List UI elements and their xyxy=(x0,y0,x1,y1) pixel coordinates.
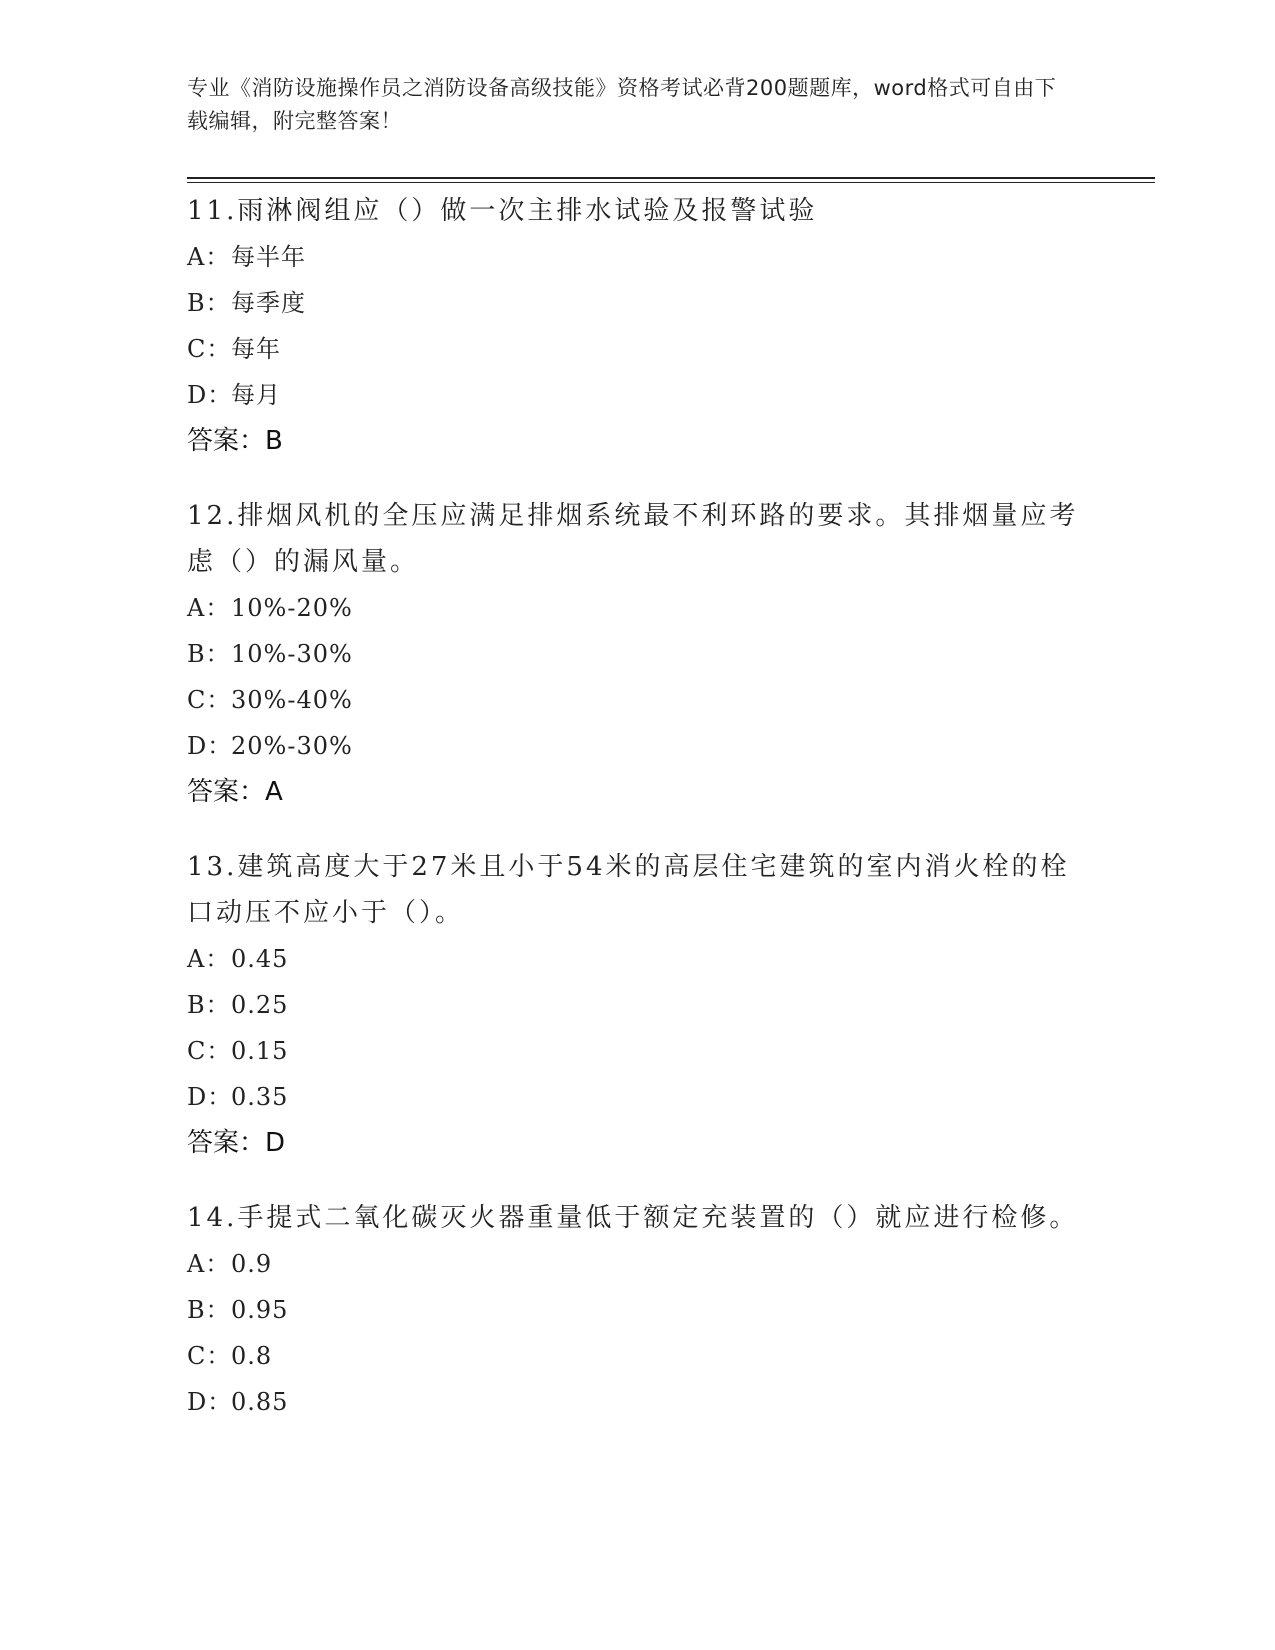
option-a xyxy=(187,234,1087,280)
option-text: 每月 xyxy=(231,381,281,409)
option-a xyxy=(187,936,1087,982)
option-letter: D： xyxy=(187,381,233,409)
option-letter: C： xyxy=(187,335,232,363)
option-letter: A： xyxy=(187,1250,231,1278)
answer-line: 答案：B xyxy=(187,426,283,456)
option-text: 0.45 xyxy=(231,945,289,973)
question-13 xyxy=(187,844,1087,1166)
option-letter: A： xyxy=(187,594,231,622)
option-text: 0.35 xyxy=(231,1083,289,1111)
option-d xyxy=(187,1074,1087,1120)
option-c xyxy=(187,1028,1087,1074)
answer-line: 答案：A xyxy=(187,777,283,807)
question-12 xyxy=(187,493,1087,815)
option-letter: B： xyxy=(187,640,231,668)
option-letter: D： xyxy=(187,1083,233,1111)
option-letter: C： xyxy=(187,686,232,714)
option-d xyxy=(187,1379,1087,1425)
question-stem: 13.建筑高度大于27米且小于54米的高层住宅建筑的室内消火栓的栓口动压不应小于（）。 xyxy=(187,852,1070,928)
option-letter: A： xyxy=(187,243,231,271)
option-letter: A： xyxy=(187,945,231,973)
option-d xyxy=(187,372,1087,418)
option-a xyxy=(187,585,1087,631)
option-text: 0.95 xyxy=(231,1296,289,1324)
option-text: 每年 xyxy=(231,335,281,363)
option-letter: B： xyxy=(187,1296,231,1324)
option-letter: D： xyxy=(187,732,233,760)
option-letter: C： xyxy=(187,1342,232,1370)
header-rule-thin xyxy=(187,182,1155,183)
option-letter: B： xyxy=(187,289,231,317)
option-c xyxy=(187,1333,1087,1379)
option-text: 每季度 xyxy=(231,289,306,317)
option-c xyxy=(187,677,1087,723)
option-text: 0.8 xyxy=(231,1342,273,1370)
option-letter: D： xyxy=(187,1388,233,1416)
option-b xyxy=(187,982,1087,1028)
option-c xyxy=(187,326,1087,372)
option-b xyxy=(187,1287,1087,1333)
question-stem: 12.排烟风机的全压应满足排烟系统最不利环路的要求。其排烟量应考虑（）的漏风量。 xyxy=(187,501,1079,577)
option-b xyxy=(187,631,1087,677)
question-14 xyxy=(187,1195,1087,1425)
option-b xyxy=(187,280,1087,326)
document-header: 专业《消防设施操作员之消防设备高级技能》资格考试必背200题题库，word格式可自由下载编辑，附完整答案！ xyxy=(187,76,1057,133)
question-list xyxy=(187,188,1087,1454)
option-text: 0.85 xyxy=(231,1388,289,1416)
header-rule-thick xyxy=(187,177,1155,179)
option-letter: C： xyxy=(187,1037,232,1065)
option-text: 10%-20% xyxy=(231,594,353,622)
option-text: 0.9 xyxy=(231,1250,273,1278)
option-a xyxy=(187,1241,1087,1287)
question-11 xyxy=(187,188,1087,464)
option-text: 20%-30% xyxy=(231,732,353,760)
option-letter: B： xyxy=(187,991,231,1019)
question-stem: 14.手提式二氧化碳灭火器重量低于额定充装置的（）就应进行检修。 xyxy=(187,1203,1079,1233)
option-d xyxy=(187,723,1087,769)
option-text: 10%-30% xyxy=(231,640,353,668)
answer-line: 答案：D xyxy=(187,1128,286,1158)
option-text: 0.15 xyxy=(231,1037,289,1065)
question-stem: 11.雨淋阀组应（）做一次主排水试验及报警试验 xyxy=(187,196,818,226)
option-text: 0.25 xyxy=(231,991,289,1019)
option-text: 每半年 xyxy=(231,243,306,271)
option-text: 30%-40% xyxy=(231,686,353,714)
